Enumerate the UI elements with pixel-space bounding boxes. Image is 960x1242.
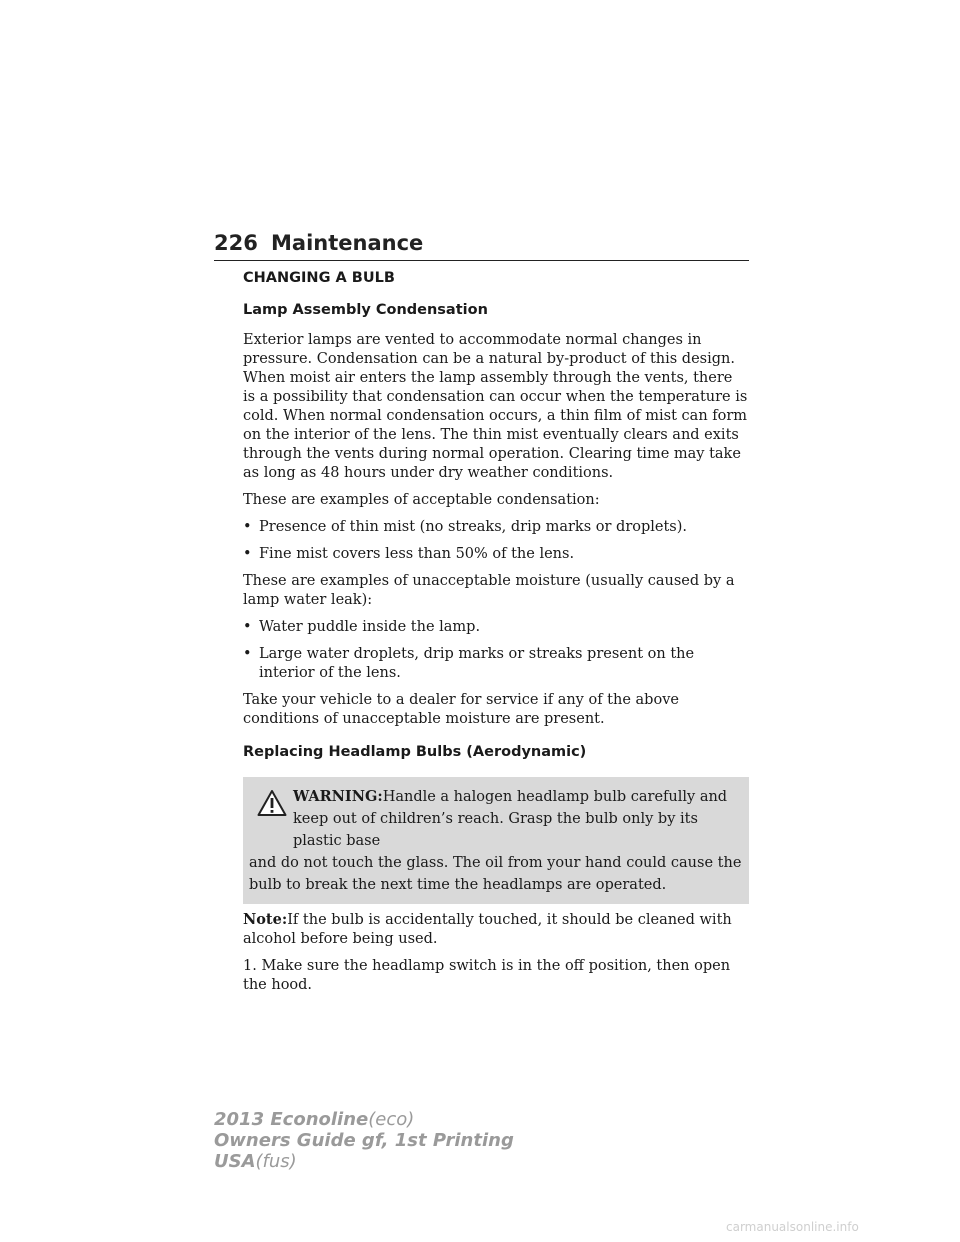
- warning-box: [243, 777, 749, 904]
- unacceptable-intro: These are examples of unacceptable moisture (usually caused by a lamp water leak):: [243, 573, 735, 608]
- footer-line-1: [214, 1109, 514, 1130]
- list-item-text: Large water droplets, drip marks or streaks present on the interior of the lens.: [259, 646, 695, 681]
- acceptable-intro: These are examples of acceptable condensation:: [243, 492, 600, 508]
- warning-label: WARNING:: [293, 788, 383, 805]
- warning-triangle-icon: [257, 789, 287, 817]
- print-footer: [214, 1109, 514, 1172]
- section-title: Maintenance: [271, 231, 424, 255]
- bullet-icon: •: [243, 619, 252, 635]
- list-item: [243, 645, 749, 683]
- dealer-paragraph: Take your vehicle to a dealer for service if any of the above conditions of unacceptable moisture are present.: [243, 692, 679, 727]
- list-item-text: Presence of thin mist (no streaks, drip marks or droplets).: [259, 519, 688, 535]
- bullet-icon: •: [243, 546, 252, 562]
- note: [243, 910, 749, 949]
- footer-model-code: (eco): [368, 1109, 415, 1130]
- footer-line-3: [214, 1151, 514, 1172]
- subheading-headlamp: Replacing Headlamp Bulbs (Aerodynamic): [243, 744, 587, 760]
- footer-region: USA: [214, 1151, 256, 1172]
- list-item: [243, 518, 749, 537]
- paragraph-condensation: Exterior lamps are vented to accommodate normal changes in pressure. Condensation can be a natural by-product of this design. When moist air enters the lamp assembly through the vents, there is a possibility that condensation can occur when the temperature is cold. When normal condensation occurs, a thin film of mist can form on the interior of the lens. The thin mist eventually clears and exits through the vents during normal operation. Clearing time may take as long as 48 hours under dry weather conditions.: [243, 332, 748, 481]
- footer-region-code: (fus): [255, 1151, 297, 1172]
- subheading-condensation: Lamp Assembly Condensation: [243, 302, 488, 318]
- bullet-icon: •: [243, 519, 252, 535]
- page-content: [243, 269, 749, 1003]
- list-item-text: Fine mist covers less than 50% of the lens.: [259, 546, 575, 562]
- list-item: [243, 618, 749, 637]
- page-header: [214, 228, 749, 261]
- warning-text-2: and do not touch the glass. The oil from your hand could cause the bulb to break the next time the headlamps are operated.: [249, 855, 742, 893]
- list-item-text: Water puddle inside the lamp.: [259, 619, 481, 635]
- footer-model: 2013 Econoline: [214, 1109, 369, 1130]
- bullet-icon: •: [243, 646, 252, 662]
- warning-text-1: Handle a halogen headlamp bulb carefully and keep out of children’s reach. Grasp the bulb only by its plastic base: [293, 789, 728, 849]
- heading-changing-bulb: CHANGING A BULB: [243, 270, 395, 286]
- list-item: [243, 545, 749, 564]
- page-number: 226: [214, 231, 258, 255]
- watermark: carmanualsonline.info: [726, 1220, 859, 1234]
- note-label: Note:: [243, 911, 288, 928]
- warning-first-text: [249, 786, 743, 852]
- footer-line-2: Owners Guide gf, 1st Printing: [214, 1130, 514, 1151]
- step-1: 1. Make sure the headlamp switch is in the off position, then open the hood.: [243, 958, 731, 993]
- note-text: If the bulb is accidentally touched, it should be cleaned with alcohol before being used.: [243, 912, 732, 947]
